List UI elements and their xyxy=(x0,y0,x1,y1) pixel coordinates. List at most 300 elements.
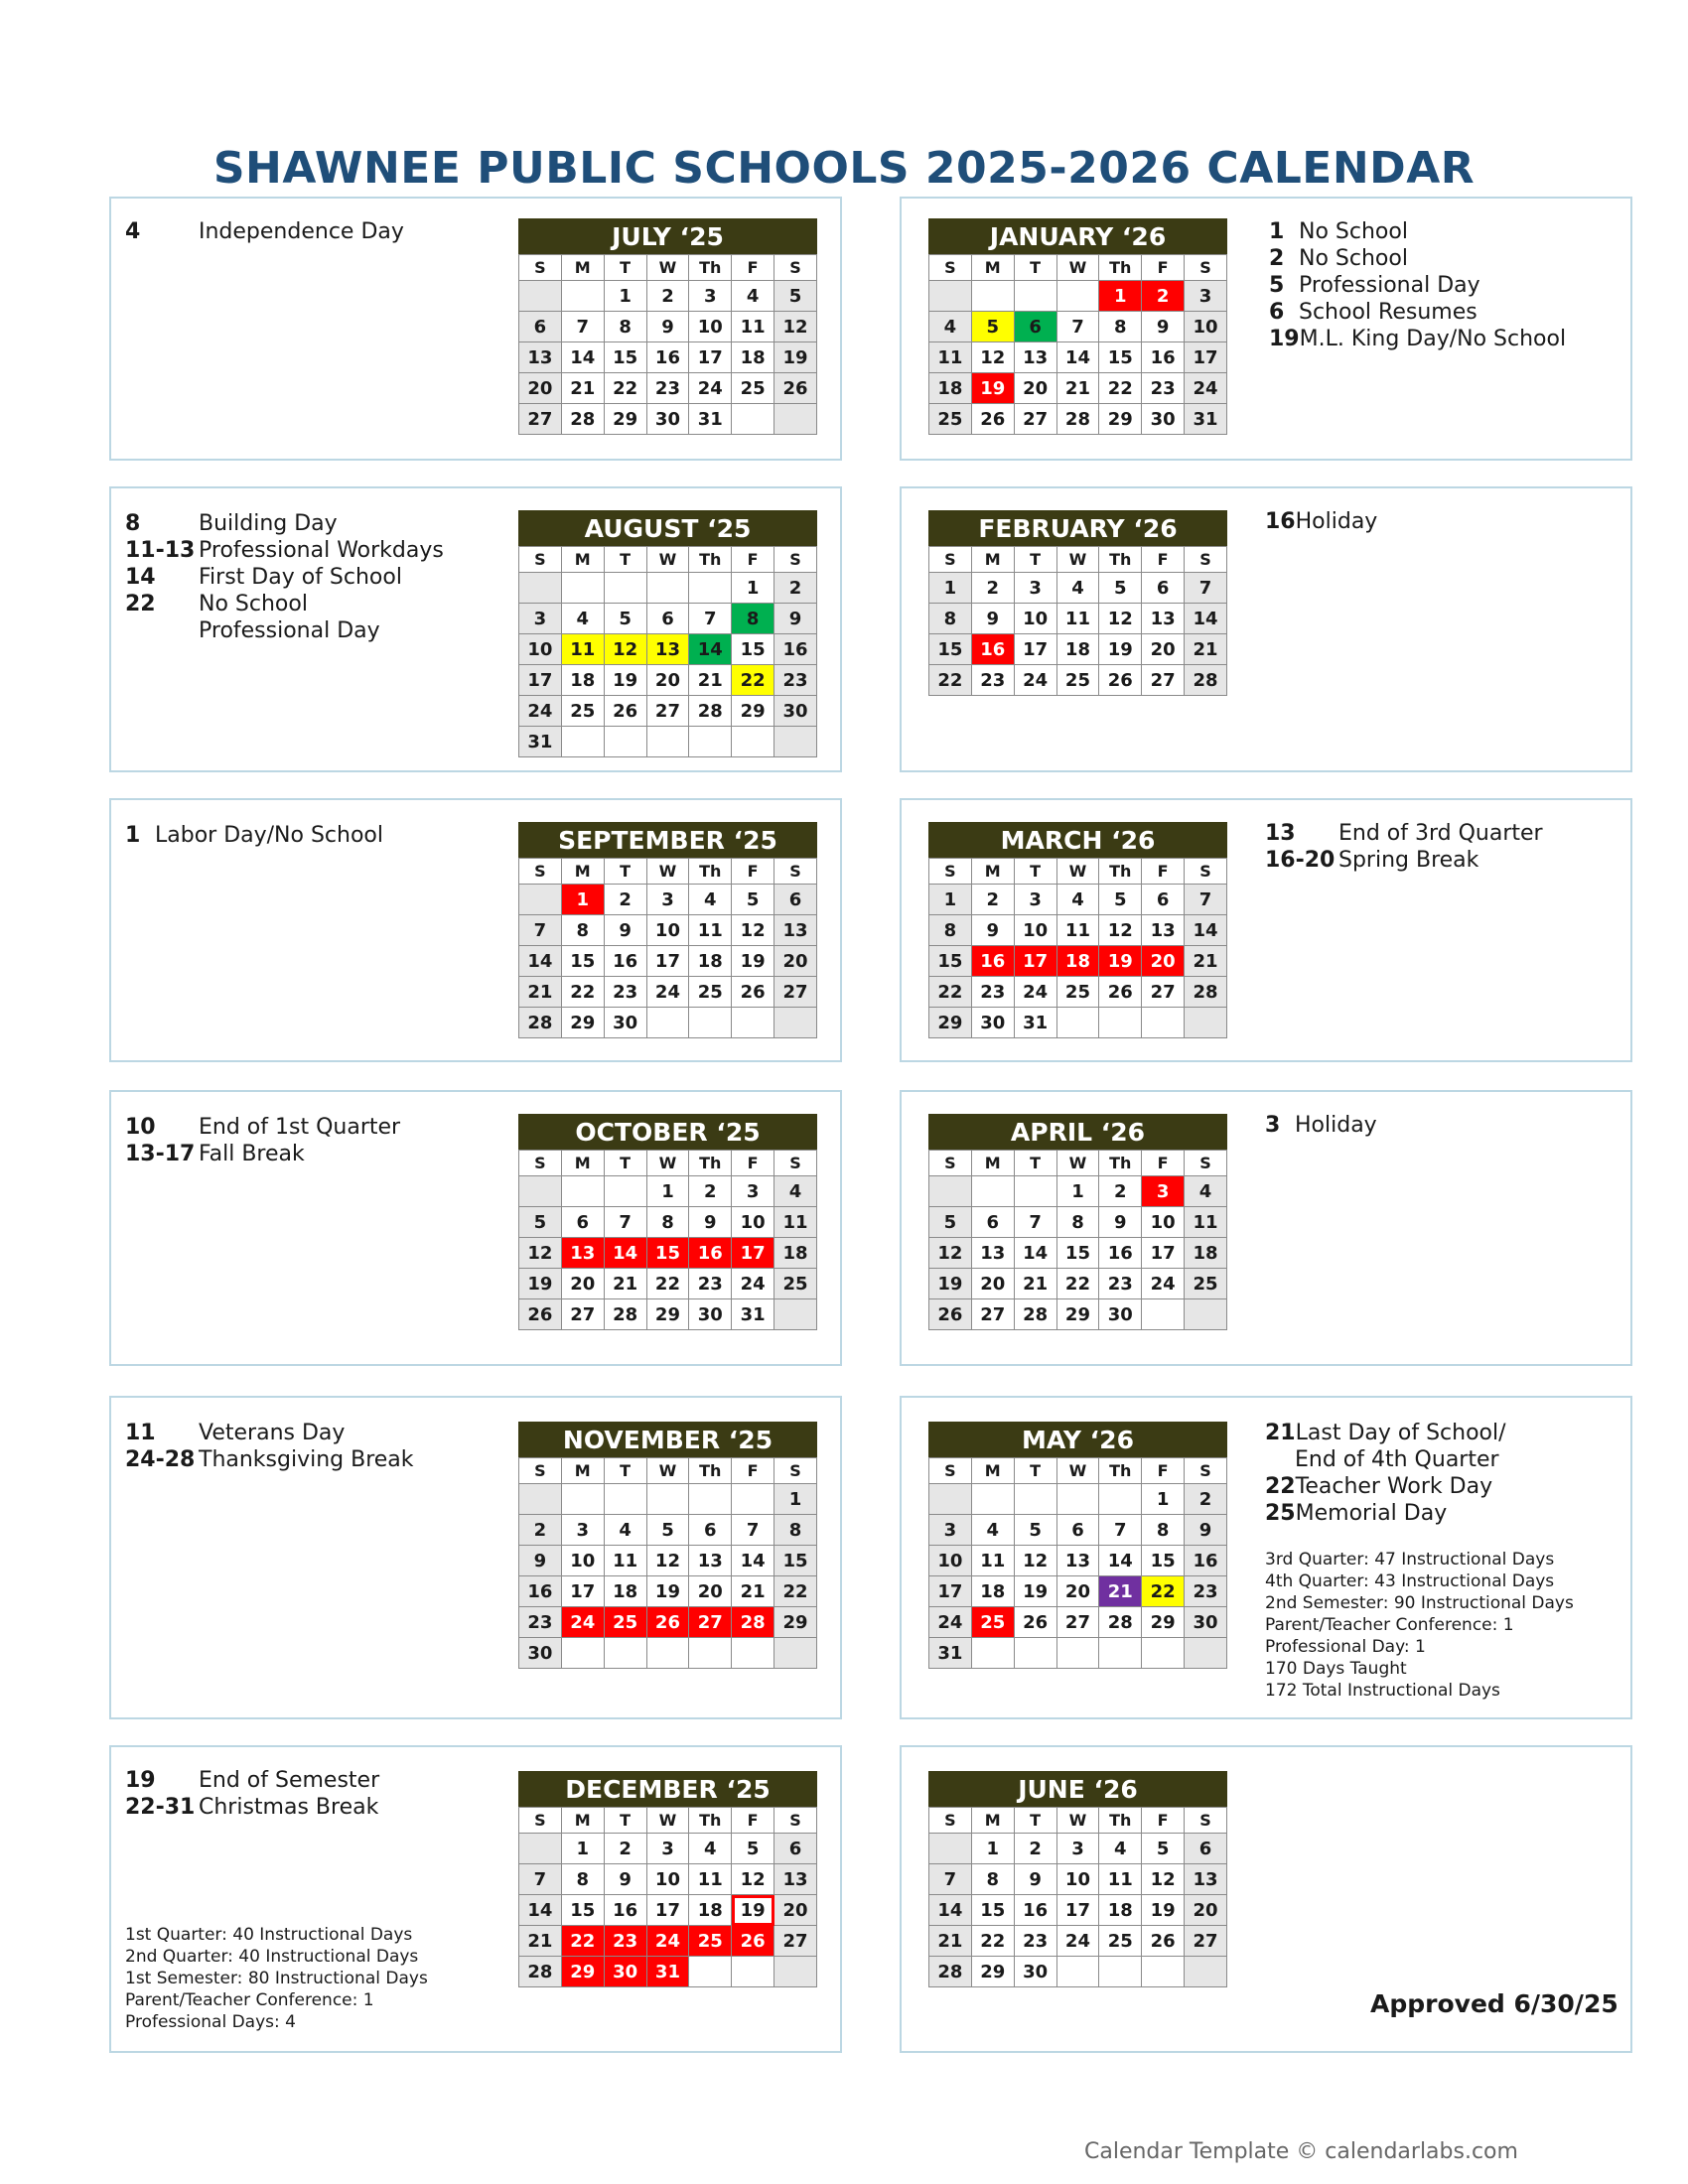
day-cell: 25 xyxy=(1185,1269,1227,1299)
weekday-label: M xyxy=(561,859,604,885)
day-cell: 25 xyxy=(971,1607,1014,1638)
day-cell xyxy=(519,1834,562,1864)
day-cell: 12 xyxy=(1142,1864,1185,1895)
day-cell: 27 xyxy=(1185,1926,1227,1957)
weekday-label: T xyxy=(604,1808,646,1834)
day-cell xyxy=(1142,1638,1185,1669)
day-cell xyxy=(561,1638,604,1669)
calendar-may xyxy=(928,1422,1227,1669)
weekday-label: W xyxy=(1056,1808,1099,1834)
day-cell: 22 xyxy=(561,1926,604,1957)
day-cell xyxy=(646,1008,689,1038)
day-cell: 21 xyxy=(1185,634,1227,665)
note-date: 10 xyxy=(125,1115,156,1140)
day-cell: 13 xyxy=(1142,915,1185,946)
note-row xyxy=(1265,1500,1506,1527)
note-date: 22 xyxy=(125,592,156,616)
day-cell xyxy=(929,1834,972,1864)
summary-may xyxy=(1265,1549,1574,1702)
day-cell: 22 xyxy=(1142,1576,1185,1607)
notes-october xyxy=(125,1114,400,1167)
notes-march xyxy=(1265,820,1543,874)
summary-line: 172 Total Instructional Days xyxy=(1265,1681,1500,1701)
day-cell: 11 xyxy=(1099,1864,1142,1895)
day-cell: 31 xyxy=(1014,1008,1056,1038)
day-cell: 26 xyxy=(732,977,774,1008)
day-cell: 6 xyxy=(1056,1515,1099,1546)
day-cell xyxy=(519,281,562,312)
day-cell: 27 xyxy=(646,696,689,727)
day-cell: 30 xyxy=(1099,1299,1142,1330)
day-cell: 23 xyxy=(689,1269,732,1299)
weekday-label: S xyxy=(929,547,972,573)
day-cell: 14 xyxy=(1185,604,1227,634)
day-cell: 15 xyxy=(561,946,604,977)
day-cell: 23 xyxy=(971,665,1014,696)
weekday-label: T xyxy=(1014,255,1056,281)
footer-credit: Calendar Template © calendarlabs.com xyxy=(1084,2139,1518,2164)
day-cell: 27 xyxy=(1142,977,1185,1008)
day-cell: 25 xyxy=(774,1269,817,1299)
day-cell: 13 xyxy=(1014,342,1056,373)
notes-august xyxy=(125,510,444,644)
day-cell: 26 xyxy=(519,1299,562,1330)
summary-line: 2nd Semester: 90 Instructional Days xyxy=(1265,1593,1574,1613)
day-cell: 13 xyxy=(1142,604,1185,634)
note-date: 25 xyxy=(1265,1501,1296,1526)
day-cell: 4 xyxy=(604,1515,646,1546)
day-cell: 20 xyxy=(1142,634,1185,665)
weekday-label: S xyxy=(929,1458,972,1484)
day-cell: 18 xyxy=(1099,1895,1142,1926)
month-grid xyxy=(928,1457,1227,1669)
month-title: MARCH ‘26 xyxy=(928,822,1227,858)
page-title: SHAWNEE PUBLIC SCHOOLS 2025-2026 CALENDAR xyxy=(212,143,1476,194)
day-cell: 4 xyxy=(1099,1834,1142,1864)
day-cell: 17 xyxy=(1142,1238,1185,1269)
day-cell: 18 xyxy=(689,1895,732,1926)
weekday-label: Th xyxy=(689,255,732,281)
day-cell: 11 xyxy=(604,1546,646,1576)
day-cell: 20 xyxy=(1185,1895,1227,1926)
weekday-label: T xyxy=(604,859,646,885)
day-cell: 16 xyxy=(689,1238,732,1269)
day-cell: 21 xyxy=(1014,1269,1056,1299)
day-cell: 4 xyxy=(689,885,732,915)
note-row xyxy=(125,591,444,617)
day-cell: 24 xyxy=(732,1269,774,1299)
day-cell: 28 xyxy=(929,1957,972,1987)
weekday-label: F xyxy=(732,1458,774,1484)
day-cell: 8 xyxy=(929,915,972,946)
calendar-january xyxy=(928,218,1227,435)
note-row xyxy=(125,617,444,644)
note-row xyxy=(1269,218,1566,245)
day-cell: 30 xyxy=(604,1957,646,1987)
weekday-label: T xyxy=(1014,859,1056,885)
day-cell: 18 xyxy=(604,1576,646,1607)
day-cell: 15 xyxy=(646,1238,689,1269)
day-cell: 31 xyxy=(732,1299,774,1330)
day-cell: 21 xyxy=(1056,373,1099,404)
day-cell: 17 xyxy=(1185,342,1227,373)
day-cell: 8 xyxy=(561,915,604,946)
day-cell: 24 xyxy=(1014,665,1056,696)
day-cell xyxy=(1014,1484,1056,1515)
weekday-label: S xyxy=(519,1458,562,1484)
day-cell: 30 xyxy=(689,1299,732,1330)
day-cell: 24 xyxy=(689,373,732,404)
day-cell: 24 xyxy=(929,1607,972,1638)
day-cell: 17 xyxy=(646,946,689,977)
summary-line: Professional Days: 4 xyxy=(125,2012,296,2032)
day-cell: 10 xyxy=(1056,1864,1099,1895)
notes-july xyxy=(125,218,404,245)
day-cell: 28 xyxy=(519,1008,562,1038)
day-cell: 30 xyxy=(1185,1607,1227,1638)
day-cell: 31 xyxy=(519,727,562,757)
day-cell xyxy=(1142,1957,1185,1987)
day-cell: 20 xyxy=(561,1269,604,1299)
day-cell: 10 xyxy=(929,1546,972,1576)
day-cell: 17 xyxy=(732,1238,774,1269)
day-cell: 12 xyxy=(646,1546,689,1576)
note-text: Building Day xyxy=(199,511,338,536)
day-cell: 30 xyxy=(971,1008,1014,1038)
day-cell: 26 xyxy=(971,404,1014,435)
day-cell: 28 xyxy=(1056,404,1099,435)
note-date: 22 xyxy=(1265,1474,1296,1499)
day-cell xyxy=(604,1484,646,1515)
day-cell: 7 xyxy=(519,915,562,946)
day-cell: 30 xyxy=(774,696,817,727)
note-text: Christmas Break xyxy=(199,1795,379,1820)
day-cell: 3 xyxy=(519,604,562,634)
day-cell: 14 xyxy=(519,946,562,977)
day-cell: 20 xyxy=(1142,946,1185,977)
month-grid xyxy=(928,858,1227,1038)
day-cell: 17 xyxy=(646,1895,689,1926)
day-cell xyxy=(1056,1638,1099,1669)
note-date: 22-31 xyxy=(125,1795,196,1820)
day-cell: 21 xyxy=(732,1576,774,1607)
note-text: End of 4th Quarter xyxy=(1295,1447,1499,1472)
day-cell: 2 xyxy=(1185,1484,1227,1515)
month-grid xyxy=(518,1150,817,1330)
weekday-label: F xyxy=(1142,859,1185,885)
day-cell: 7 xyxy=(929,1864,972,1895)
calendar-december xyxy=(518,1771,817,1987)
day-cell: 8 xyxy=(604,312,646,342)
day-cell: 5 xyxy=(519,1207,562,1238)
notes-january xyxy=(1269,218,1566,352)
day-cell: 2 xyxy=(971,573,1014,604)
day-cell: 15 xyxy=(1142,1546,1185,1576)
day-cell: 23 xyxy=(604,1926,646,1957)
day-cell xyxy=(1142,1008,1185,1038)
note-text: Professional Workdays xyxy=(199,538,444,563)
day-cell: 21 xyxy=(561,373,604,404)
day-cell: 2 xyxy=(1142,281,1185,312)
day-cell: 10 xyxy=(689,312,732,342)
day-cell: 31 xyxy=(929,1638,972,1669)
day-cell xyxy=(519,1176,562,1207)
day-cell: 21 xyxy=(689,665,732,696)
note-text: Spring Break xyxy=(1338,848,1479,873)
day-cell: 16 xyxy=(971,946,1014,977)
note-text: End of 3rd Quarter xyxy=(1338,821,1543,846)
day-cell: 10 xyxy=(1014,604,1056,634)
weekday-label: Th xyxy=(1099,859,1142,885)
day-cell: 6 xyxy=(1142,573,1185,604)
day-cell: 26 xyxy=(1014,1607,1056,1638)
month-grid xyxy=(928,546,1227,696)
note-row xyxy=(125,510,444,537)
day-cell: 16 xyxy=(1142,342,1185,373)
day-cell xyxy=(604,1638,646,1669)
weekday-label: F xyxy=(732,255,774,281)
day-cell xyxy=(732,727,774,757)
day-cell: 6 xyxy=(1185,1834,1227,1864)
day-cell: 13 xyxy=(774,1864,817,1895)
day-cell: 30 xyxy=(519,1638,562,1669)
month-grid xyxy=(928,254,1227,435)
day-cell: 28 xyxy=(1185,665,1227,696)
day-cell: 8 xyxy=(774,1515,817,1546)
day-cell: 4 xyxy=(929,312,972,342)
month-grid xyxy=(518,1807,817,1987)
day-cell: 18 xyxy=(561,665,604,696)
note-row xyxy=(125,1420,414,1446)
month-title: MAY ‘26 xyxy=(928,1422,1227,1457)
day-cell: 28 xyxy=(561,404,604,435)
day-cell: 14 xyxy=(604,1238,646,1269)
day-cell: 9 xyxy=(646,312,689,342)
weekday-label: S xyxy=(929,255,972,281)
note-row xyxy=(125,1446,414,1473)
day-cell: 5 xyxy=(1142,1834,1185,1864)
weekday-label: Th xyxy=(1099,1458,1142,1484)
calendar-september xyxy=(518,822,817,1038)
day-cell: 13 xyxy=(971,1238,1014,1269)
day-cell: 19 xyxy=(732,946,774,977)
note-text: Labor Day/No School xyxy=(155,823,384,848)
weekday-label: S xyxy=(1185,1458,1227,1484)
weekday-label: F xyxy=(1142,255,1185,281)
day-cell: 1 xyxy=(929,885,972,915)
day-cell: 3 xyxy=(646,1834,689,1864)
day-cell: 27 xyxy=(1142,665,1185,696)
note-date: 3 xyxy=(1265,1113,1281,1138)
weekday-label: T xyxy=(604,255,646,281)
day-cell: 2 xyxy=(971,885,1014,915)
day-cell: 7 xyxy=(561,312,604,342)
day-cell xyxy=(689,1484,732,1515)
weekday-label: S xyxy=(929,1151,972,1176)
note-date: 24-28 xyxy=(125,1447,196,1472)
day-cell: 23 xyxy=(774,665,817,696)
day-cell xyxy=(689,727,732,757)
day-cell: 26 xyxy=(1142,1926,1185,1957)
day-cell: 26 xyxy=(774,373,817,404)
note-text: No School xyxy=(1299,246,1408,271)
calendar-july xyxy=(518,218,817,435)
note-row xyxy=(125,218,404,245)
day-cell: 17 xyxy=(929,1576,972,1607)
day-cell: 19 xyxy=(1099,946,1142,977)
day-cell: 5 xyxy=(732,1834,774,1864)
month-grid xyxy=(518,858,817,1038)
day-cell: 1 xyxy=(1142,1484,1185,1515)
day-cell: 20 xyxy=(971,1269,1014,1299)
day-cell xyxy=(1014,281,1056,312)
note-date: 1 xyxy=(125,823,141,848)
day-cell: 20 xyxy=(1014,373,1056,404)
day-cell: 8 xyxy=(1099,312,1142,342)
month-title: FEBRUARY ‘26 xyxy=(928,510,1227,546)
day-cell: 9 xyxy=(689,1207,732,1238)
day-cell: 23 xyxy=(1185,1576,1227,1607)
day-cell: 13 xyxy=(1185,1864,1227,1895)
day-cell: 23 xyxy=(1142,373,1185,404)
day-cell: 25 xyxy=(929,404,972,435)
note-row xyxy=(1265,1446,1506,1473)
day-cell: 1 xyxy=(774,1484,817,1515)
day-cell: 16 xyxy=(774,634,817,665)
note-date: 19 xyxy=(1269,327,1300,351)
day-cell: 18 xyxy=(1056,946,1099,977)
weekday-label: S xyxy=(1185,859,1227,885)
notes-may xyxy=(1265,1420,1506,1527)
day-cell: 23 xyxy=(971,977,1014,1008)
day-cell: 27 xyxy=(1014,404,1056,435)
day-cell: 2 xyxy=(646,281,689,312)
day-cell: 9 xyxy=(1142,312,1185,342)
note-row xyxy=(1265,1420,1506,1446)
day-cell: 22 xyxy=(732,665,774,696)
day-cell: 11 xyxy=(689,915,732,946)
day-cell: 1 xyxy=(971,1834,1014,1864)
day-cell: 24 xyxy=(1185,373,1227,404)
day-cell xyxy=(689,1638,732,1669)
day-cell xyxy=(689,1008,732,1038)
weekday-label: W xyxy=(1056,255,1099,281)
month-title: AUGUST ‘25 xyxy=(518,510,817,546)
weekday-label: F xyxy=(1142,1151,1185,1176)
day-cell: 2 xyxy=(1014,1834,1056,1864)
month-title: DECEMBER ‘25 xyxy=(518,1771,817,1807)
day-cell: 11 xyxy=(774,1207,817,1238)
note-date: 2 xyxy=(1269,246,1285,271)
note-text: School Resumes xyxy=(1299,300,1477,325)
day-cell: 9 xyxy=(604,915,646,946)
day-cell xyxy=(774,1008,817,1038)
weekday-label: W xyxy=(1056,1458,1099,1484)
notes-february xyxy=(1265,508,1377,535)
day-cell: 24 xyxy=(1014,977,1056,1008)
day-cell xyxy=(732,404,774,435)
day-cell: 6 xyxy=(1014,312,1056,342)
day-cell: 1 xyxy=(646,1176,689,1207)
note-text: Last Day of School/ xyxy=(1295,1421,1506,1445)
month-grid xyxy=(518,546,817,757)
day-cell xyxy=(774,1638,817,1669)
weekday-label: S xyxy=(774,1458,817,1484)
day-cell: 25 xyxy=(732,373,774,404)
day-cell xyxy=(1056,1957,1099,1987)
day-cell xyxy=(604,573,646,604)
day-cell: 27 xyxy=(689,1607,732,1638)
day-cell: 28 xyxy=(1014,1299,1056,1330)
note-text: Holiday xyxy=(1295,1113,1377,1138)
note-text: Holiday xyxy=(1295,509,1378,534)
day-cell: 13 xyxy=(519,342,562,373)
day-cell: 16 xyxy=(604,1895,646,1926)
day-cell: 11 xyxy=(1056,604,1099,634)
approved-date: Approved 6/30/25 xyxy=(1370,1989,1618,2018)
day-cell: 19 xyxy=(519,1269,562,1299)
day-cell: 10 xyxy=(1142,1207,1185,1238)
day-cell: 22 xyxy=(929,665,972,696)
day-cell: 20 xyxy=(1056,1576,1099,1607)
day-cell: 4 xyxy=(561,604,604,634)
month-title: JUNE ‘26 xyxy=(928,1771,1227,1807)
weekday-label: S xyxy=(1185,1808,1227,1834)
day-cell xyxy=(971,281,1014,312)
note-date: 5 xyxy=(1269,273,1285,298)
day-cell: 5 xyxy=(1099,885,1142,915)
note-row xyxy=(125,564,444,591)
day-cell: 27 xyxy=(971,1299,1014,1330)
weekday-label: S xyxy=(929,859,972,885)
day-cell: 3 xyxy=(1056,1834,1099,1864)
day-cell: 12 xyxy=(971,342,1014,373)
weekday-label: M xyxy=(971,1458,1014,1484)
day-cell: 11 xyxy=(561,634,604,665)
day-cell: 11 xyxy=(929,342,972,373)
day-cell: 26 xyxy=(1099,665,1142,696)
day-cell: 5 xyxy=(1014,1515,1056,1546)
note-text: End of 1st Quarter xyxy=(199,1115,401,1140)
weekday-label: W xyxy=(646,547,689,573)
day-cell: 14 xyxy=(1099,1546,1142,1576)
day-cell: 13 xyxy=(774,915,817,946)
note-row xyxy=(125,1141,400,1167)
note-text: No School xyxy=(1299,219,1408,244)
day-cell: 22 xyxy=(1056,1269,1099,1299)
month-title: OCTOBER ‘25 xyxy=(518,1114,817,1150)
weekday-label: W xyxy=(646,1151,689,1176)
weekday-label: Th xyxy=(689,859,732,885)
note-text: Fall Break xyxy=(199,1142,305,1166)
day-cell: 19 xyxy=(929,1269,972,1299)
day-cell: 23 xyxy=(1014,1926,1056,1957)
day-cell: 24 xyxy=(646,977,689,1008)
day-cell: 1 xyxy=(1099,281,1142,312)
day-cell: 8 xyxy=(971,1864,1014,1895)
day-cell xyxy=(1185,1638,1227,1669)
note-row xyxy=(1265,847,1543,874)
note-text: Teacher Work Day xyxy=(1295,1474,1493,1499)
weekday-label: M xyxy=(561,1808,604,1834)
day-cell: 23 xyxy=(604,977,646,1008)
weekday-label: M xyxy=(971,1151,1014,1176)
day-cell: 7 xyxy=(1056,312,1099,342)
day-cell: 4 xyxy=(1185,1176,1227,1207)
note-text: End of Semester xyxy=(199,1768,380,1793)
day-cell: 16 xyxy=(971,634,1014,665)
day-cell: 18 xyxy=(971,1576,1014,1607)
